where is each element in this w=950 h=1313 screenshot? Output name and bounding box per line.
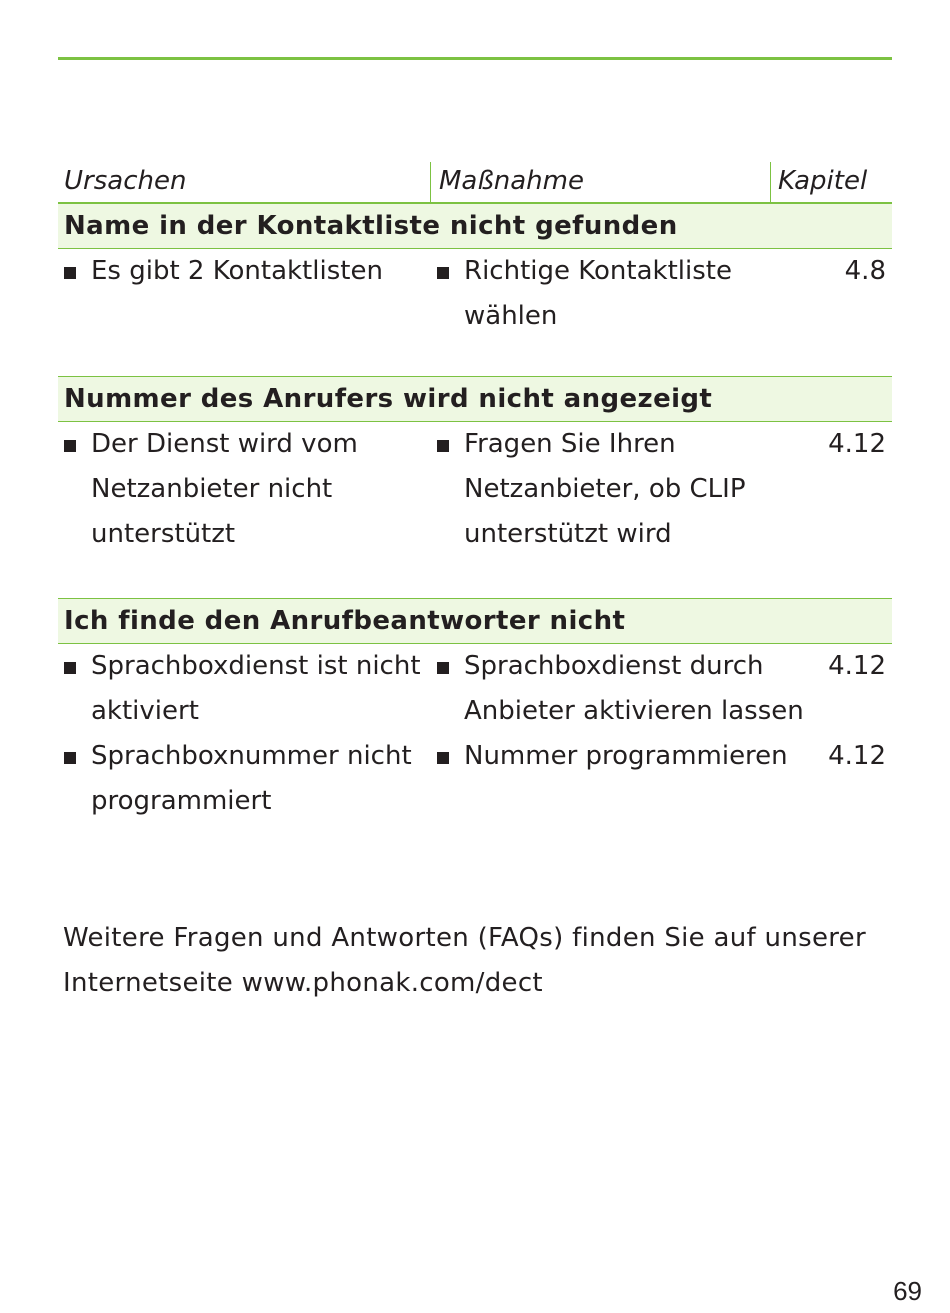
cause-cell (58, 422, 391, 557)
header-divider (770, 162, 771, 202)
table-row (58, 644, 892, 734)
bullet-square-icon (437, 662, 449, 674)
chapter-cell: 4.12 (828, 651, 886, 681)
section-caller-number (58, 376, 892, 598)
measure-cell (431, 249, 804, 339)
header-chapter: Kapitel (778, 166, 868, 196)
bullet-square-icon (437, 440, 449, 452)
section-title: Name in der Kontaktliste nicht gefunden (58, 203, 892, 249)
measure-cell (431, 422, 764, 557)
faq-note: Weitere Fragen und Antworten (FAQs) finden Sie auf unserer Internetseite www.phonak.com/dect (63, 923, 866, 998)
page-number: 69 (893, 1276, 922, 1306)
bullet-square-icon (64, 662, 76, 674)
chapter-cell: 4.12 (828, 429, 886, 459)
cause-text: Sprachboxdienst ist nicht aktiviert (91, 651, 421, 726)
section-answering-machine (58, 598, 892, 824)
bullet-square-icon (64, 440, 76, 452)
header-causes: Ursachen (64, 166, 187, 196)
chapter-cell: 4.12 (828, 741, 886, 771)
measure-cell (431, 734, 804, 779)
cause-text: Es gibt 2 Kontaktlisten (91, 256, 383, 286)
bullet-square-icon (64, 267, 76, 279)
measure-text: Fragen Sie Ihren Netzanbieter, ob CLIP unterstützt wird (464, 429, 746, 549)
troubleshooting-table (58, 160, 892, 824)
measure-cell (431, 644, 804, 734)
table-row (58, 734, 892, 824)
table-row (58, 249, 892, 339)
bullet-square-icon (64, 752, 76, 764)
header-measure: Maßnahme (439, 166, 584, 196)
section-title: Nummer des Anrufers wird nicht angezeigt (58, 376, 892, 422)
measure-text: Sprachboxdienst durch Anbieter aktivieren lassen (464, 651, 804, 726)
cause-cell (58, 249, 441, 294)
section-title: Ich finde den Anrufbeantworter nicht (58, 598, 892, 644)
chapter-cell: 4.8 (844, 256, 886, 286)
measure-text: Richtige Kontaktliste wählen (464, 256, 732, 331)
section-contact-list (58, 203, 892, 376)
cause-text: Sprachboxnummer nicht programmiert (91, 741, 412, 816)
cause-text: Der Dienst wird vom Netzanbieter nicht unterstützt (91, 429, 358, 549)
table-header (58, 160, 892, 203)
measure-text: Nummer programmieren (464, 741, 788, 771)
bullet-square-icon (437, 267, 449, 279)
bullet-square-icon (437, 752, 449, 764)
header-divider (430, 162, 431, 202)
cause-cell (58, 734, 421, 824)
table-row (58, 422, 892, 557)
cause-cell (58, 644, 441, 734)
top-rule (58, 57, 892, 60)
